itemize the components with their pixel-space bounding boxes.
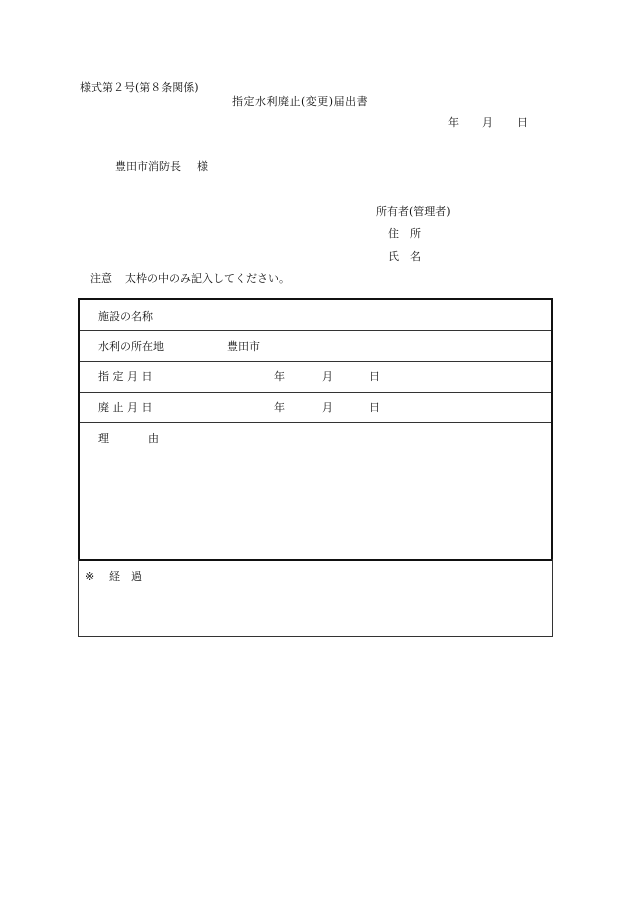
reason-label-first: 理 (98, 432, 109, 445)
location-row[interactable] (80, 331, 551, 362)
abolition-date-row[interactable] (80, 393, 551, 423)
designation-year-label: 年 (274, 370, 285, 383)
location-label: 水利の所在地 (98, 340, 164, 353)
abolition-year-label: 年 (274, 401, 285, 414)
reason-row[interactable] (80, 423, 551, 559)
form-table (78, 298, 553, 561)
facility-name-label: 施設の名称 (98, 310, 153, 323)
owner-label: 所有者(管理者) (376, 205, 451, 218)
designation-day-label: 日 (369, 370, 380, 383)
date-month-label: 月 (482, 116, 493, 129)
form-number: 様式第２号(第８条関係) (80, 81, 199, 94)
location-value: 豊田市 (227, 340, 260, 353)
note-text: 太枠の中のみ記入してください。 (125, 272, 290, 285)
note-label: 注意 (90, 272, 112, 285)
date-day-label: 日 (517, 116, 528, 129)
facility-name-row[interactable] (80, 300, 551, 331)
abolition-date-label: 廃 止 月 日 (98, 401, 153, 414)
reason-label-second: 由 (148, 432, 159, 445)
name-label: 氏 名 (388, 250, 421, 263)
date-year-label: 年 (448, 116, 459, 129)
recipient-name: 豊田市消防長 (115, 160, 181, 173)
abolition-month-label: 月 (322, 401, 333, 414)
progress-remarks-box[interactable] (78, 559, 553, 637)
recipient-honorific: 様 (197, 160, 208, 173)
designation-date-row[interactable] (80, 362, 551, 393)
remarks-label: 経 過 (109, 570, 142, 583)
address-label: 住 所 (388, 227, 421, 240)
remarks-mark: ※ (85, 570, 95, 583)
designation-date-label: 指 定 月 日 (98, 370, 153, 383)
document-title: 指定水利廃止(変更)届出書 (232, 95, 369, 108)
designation-month-label: 月 (322, 370, 333, 383)
abolition-day-label: 日 (369, 401, 380, 414)
